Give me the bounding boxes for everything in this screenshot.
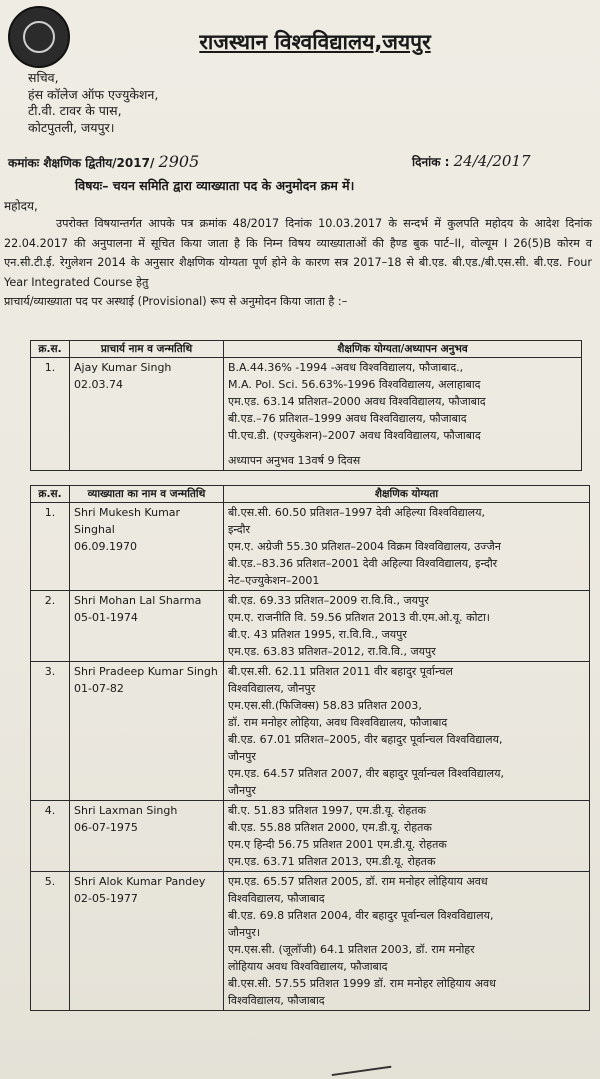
qualification-line: एम.एड. 64.57 प्रतिशत 2007, वीर बहादुर पूर्वान्चल विश्वविद्यालय, [228,767,504,780]
qualification-line: M.A. Pol. Sci. 56.63%-1996 विश्वविद्यालय, अलाहाबाद [228,378,481,391]
table-row [31,358,582,471]
body-last-line: प्राचार्य/व्याख्याता पद पर अस्थाई (Provisional) रूप से अनुमोदन किया जाता है :– [4,295,348,308]
qualification-line: एम.एड. 63.71 प्रतिशत 2013, एम.डी.यू. रोहतक [228,855,436,868]
address-line: कोटपुतली, जयपुर। [28,119,115,135]
qualification-line: एम.ए. राजनीति वि. 59.56 प्रतिशत 2013 वी.एम.ओ.यू. कोटा। [228,611,490,624]
qualification-cell [224,872,590,1011]
person-dob: 01-07-82 [74,682,124,695]
qualification-line: विश्वविद्यालय, फौजाबाद [228,994,325,1007]
table-header-row [31,341,582,358]
qualification-line: जौनपुर। [228,926,261,939]
qualification-line: विश्वविद्यालय, फौजाबाद [228,892,325,905]
table-header-row [31,486,590,503]
qualification-line: एम.एस.सी. (जूलॉजी) 64.1 प्रतिशत 2003, डॉ. राम मनोहर [228,943,475,956]
qualification-line: जौनपुर [228,784,256,797]
address-line: टी.वी. टावर के पास, [28,103,122,118]
handwritten-signature [329,1044,392,1076]
serial-number: 5. [31,872,70,1011]
qualification-line: B.A.44.36% -1994 -अवध विश्वविद्यालय, फौजाबाद., [228,361,464,374]
reference-handwritten-number: 2905 [158,152,200,171]
page-title: राजस्थान विश्वविद्यालय,जयपुर [199,30,431,54]
person-dob: 06.09.1970 [74,540,137,553]
person-dob: 05-01-1974 [74,611,138,624]
column-header-qualification: शैक्षणिक योग्यता [224,486,590,503]
university-seal-icon [8,6,70,68]
qualification-cell [224,358,582,471]
qualification-line: डॉ. राम मनोहर लोहिया, अवध विश्वविद्यालय, फौजाबाद [228,716,448,729]
person-dob: 06-07-1975 [74,821,138,834]
date-handwritten-value: 24/4/2017 [453,152,531,170]
qualification-line: एम.ए. अग्रेजी 55.30 प्रतिशत–2004 विक्रम विश्वविद्यालय, उज्जैन [228,540,501,553]
person-name: Shri Pradeep Kumar Singh [74,665,218,678]
name-cell [70,503,224,591]
person-name: Shri Mohan Lal Sharma [74,594,202,607]
qualification-line: एम.एड. 65.57 प्रतिशत 2005, डॉ. राम मनोहर लोहियाय अवध [228,875,488,888]
name-cell [70,872,224,1011]
qualification-line: एम.एड. 63.14 प्रतिशत–2000 अवध विश्वविद्यालय, फौजाबाद [228,395,486,408]
person-name: Shri Alok Kumar Pandey [74,875,206,888]
serial-number: 2. [31,591,70,662]
experience-line: अध्यापन अनुभव 13वर्ष 9 दिवस [228,454,361,467]
address-line: हंस कॉलेज ऑफ एज्युकेशन, [28,86,159,102]
person-name: Ajay Kumar Singh [74,361,172,374]
qualification-line: नेट–एज्युकेशन–2001 [228,574,320,587]
qualification-cell [224,503,590,591]
address-line: सचिव, [28,70,59,85]
qualification-line: विश्वविद्यालय, जौनपुर [228,682,316,695]
qualification-line: बी.एस.सी. 62.11 प्रतिशत 2011 वीर बहादुर पूर्वान्चल [228,665,453,678]
salutation: महोदय, [4,199,38,213]
column-header-name: व्याख्याता का नाम व जन्मतिथि [70,486,224,503]
qualification-line: बी.ए. 43 प्रतिशत 1995, रा.वि.वि., जयपुर [228,628,407,641]
qualification-line: एम.ए हिन्दी 56.75 प्रतिशत 2001 एम.डी.यू. रोहतक [228,838,447,851]
lecturer-table [30,485,590,1011]
qualification-cell [224,801,590,872]
name-cell [70,801,224,872]
name-cell [70,662,224,801]
name-cell [70,358,224,471]
qualification-line: एम.एस.सी.(फिजिक्स) 58.83 प्रतिशत 2003, [228,699,422,712]
letter-date [412,152,531,170]
qualification-line: एम.एड. 63.83 प्रतिशत–2012, रा.वि.वि., जयपुर [228,645,436,658]
body-paragraph [4,214,592,312]
serial-number: 3. [31,662,70,801]
table-row [31,503,590,591]
qualification-line: बी.एड. 69.33 प्रतिशत–2009 रा.वि.वि., जयपुर [228,594,429,607]
serial-number: 1. [31,358,70,471]
qualification-line: बी.एड.–76 प्रतिशत–1999 अवध विश्वविद्यालय, फौजाबाद [228,412,467,425]
qualification-line: इन्दौर [228,523,250,536]
person-name: Shri Mukesh Kumar Singhal [74,506,181,536]
person-dob: 02-05-1977 [74,892,138,905]
body-text: उपरोक्त विषयान्तर्गत आपके पत्र क्रमांक 48/2017 दिनांक 10.03.2017 के सन्दर्भ में कुलपति महोदय के आदेश दिनांक 22.04.2017 की अनुपालना में सूचित किया जाता है कि निम्न विषय व्याख्याताओं की हैण्ड बुक पार्ट–II, वोल्यूम I 26(5)B कोरम व एन.सी.टी.ई. रेगुलेशन 2014 के अनुसार शैक्षणिक योग्यता पूर्ण होने के कारण सत्र 2017–18 से बी.एड. बी.एड./बी.एस.सी. बी.एड. Four Year Integrated Course हेतु [4,217,592,289]
table-row [31,662,590,801]
qualification-line: बी.एड. 67.01 प्रतिशत–2005, वीर बहादुर पूर्वान्चल विश्वविद्यालय, [228,733,503,746]
serial-number: 4. [31,801,70,872]
column-header-qualification: शैक्षणिक योग्यता/अध्यापन अनुभव [224,341,582,358]
person-name: Shri Laxman Singh [74,804,178,817]
principal-table [30,340,582,471]
qualification-cell [224,591,590,662]
reference-label: कमांकः शैक्षणिक द्वितीय/2017/ [8,156,155,170]
table-row [31,872,590,1011]
spacer [228,444,577,452]
qualification-line: बी.ए. 51.83 प्रतिशत 1997, एम.डी.यू. रोहतक [228,804,426,817]
qualification-line: जौनपुर [228,750,256,763]
column-header-name: प्राचार्य नाम व जन्मतिथि [70,341,224,358]
recipient-address [28,70,158,136]
table-row [31,801,590,872]
table-row [31,591,590,662]
qualification-line: बी.एड. 55.88 प्रतिशत 2000, एम.डी.यू. रोहतक [228,821,432,834]
qualification-line: बी.एस.सी. 60.50 प्रतिशत–1997 देवी अहिल्या विश्वविद्यालय, [228,506,486,519]
subject-line: विषयः– चयन समिति द्वारा व्याख्याता पद के अनुमोदन क्रम में। [75,178,355,193]
reference-number [8,152,199,171]
qualification-cell [224,662,590,801]
person-dob: 02.03.74 [74,378,123,391]
column-header-sn: क्र.स. [31,341,70,358]
date-label: दिनांक : [412,155,450,169]
qualification-line: बी.एड. 69.8 प्रतिशत 2004, वीर बहादुर पूर्वान्चल विश्वविद्यालय, [228,909,494,922]
qualification-line: बी.एड.–83.36 प्रतिशत–2001 देवी अहिल्या विश्वविद्यालय, इन्दौर [228,557,498,570]
serial-number: 1. [31,503,70,591]
qualification-line: पी.एच.डी. (एज्युकेशन)–2007 अवध विश्वविद्यालय, फौजाबाद [228,429,481,442]
column-header-sn: क्र.स. [31,486,70,503]
qualification-line: बी.एस.सी. 57.55 प्रतिशत 1999 डॉ. राम मनोहर लोहियाय अवध [228,977,496,990]
qualification-line: लोहियाय अवध विश्वविद्यालय, फौजाबाद [228,960,388,973]
name-cell [70,591,224,662]
